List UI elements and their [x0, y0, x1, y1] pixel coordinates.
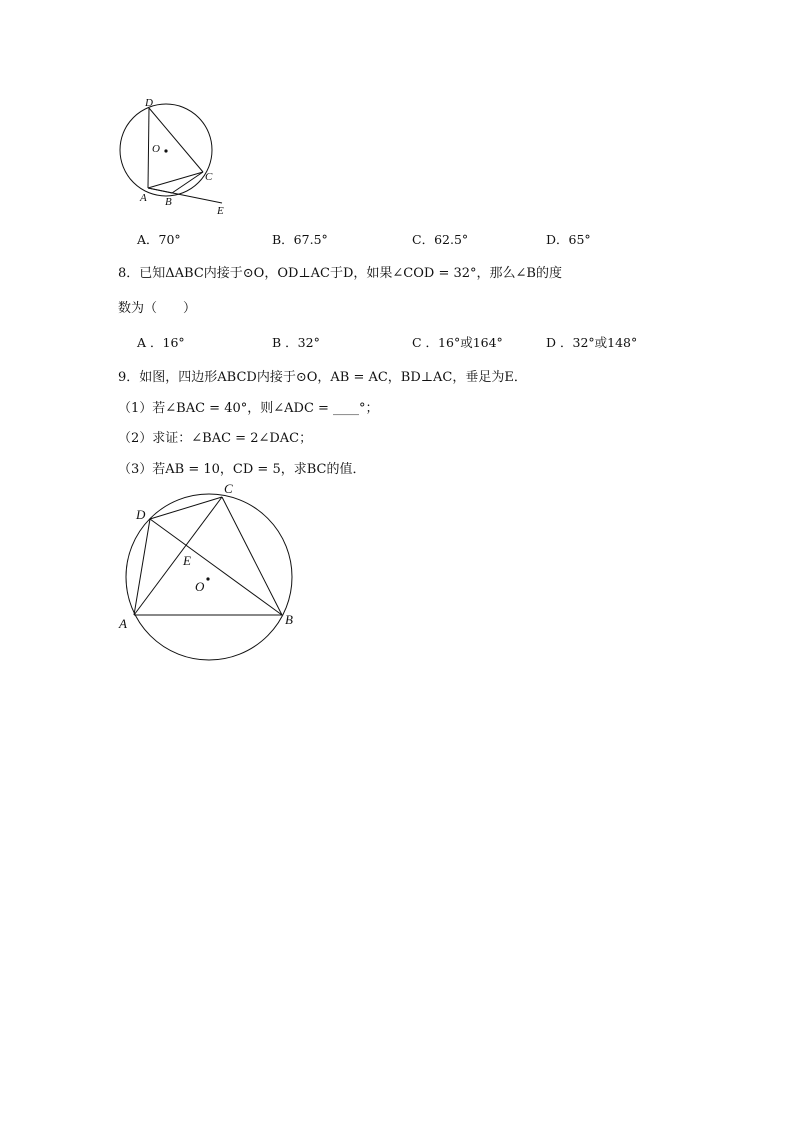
fig2-line-bc — [222, 497, 282, 615]
fig2-line-dc — [150, 497, 222, 519]
q8-option-a[interactable]: A ．16° — [137, 335, 185, 350]
q9-part2: （2）求证：∠BAC = 2∠DAC； — [118, 431, 313, 446]
fig1-center-dot — [164, 149, 167, 152]
fig1-label-d: D — [145, 97, 153, 109]
fig1-label-c: C — [205, 171, 213, 183]
q7-option-b[interactable]: B．67.5° — [272, 232, 328, 247]
fig2-center-dot — [206, 577, 209, 580]
fig2-label-b: B — [285, 612, 293, 627]
fig1-label-a: A — [140, 192, 147, 204]
fig2-label-d: D — [136, 507, 146, 522]
q9-stem: 9．如图，四边形ABCD内接于⊙O，AB = AC，BD⊥AC，垂足为E． — [118, 370, 527, 385]
fig2-line-ac — [134, 497, 222, 615]
q7-option-d[interactable]: D．65° — [546, 232, 591, 247]
figure-2-circle-diagram — [0, 470, 794, 670]
fig1-label-b: B — [165, 196, 172, 208]
q8-option-b[interactable]: B ．32° — [272, 335, 320, 350]
q7-option-c[interactable]: C．62.5° — [412, 232, 469, 247]
q8-stem-line2: 数为（ ） — [118, 301, 197, 316]
fig1-label-o: O — [152, 143, 160, 155]
q9-part1: （1）若∠BAC = 40°，则∠ADC = ____°； — [118, 401, 379, 416]
fig2-label-e: E — [183, 553, 191, 568]
fig2-label-o: O — [195, 579, 205, 594]
fig2-line-ad — [134, 519, 150, 615]
fig1-line-dc — [149, 108, 203, 172]
q9-part3: （3）若AB = 10，CD = 5，求BC的值． — [118, 462, 366, 477]
q8-option-d[interactable]: D ．32°或148° — [546, 335, 638, 350]
fig2-label-c: C — [224, 481, 233, 496]
q8-option-c[interactable]: C ．16°或164° — [412, 335, 503, 350]
figure-1-circle-diagram — [0, 0, 794, 240]
q7-option-a[interactable]: A．70° — [137, 232, 181, 247]
fig1-label-e: E — [217, 205, 224, 217]
q8-stem-line1: 8．已知ΔABC内接于⊙O，OD⊥AC于D，如果∠COD = 32°，那么∠B的度 — [118, 266, 562, 281]
fig2-label-a: A — [119, 616, 127, 631]
fig1-line-da — [148, 108, 149, 188]
